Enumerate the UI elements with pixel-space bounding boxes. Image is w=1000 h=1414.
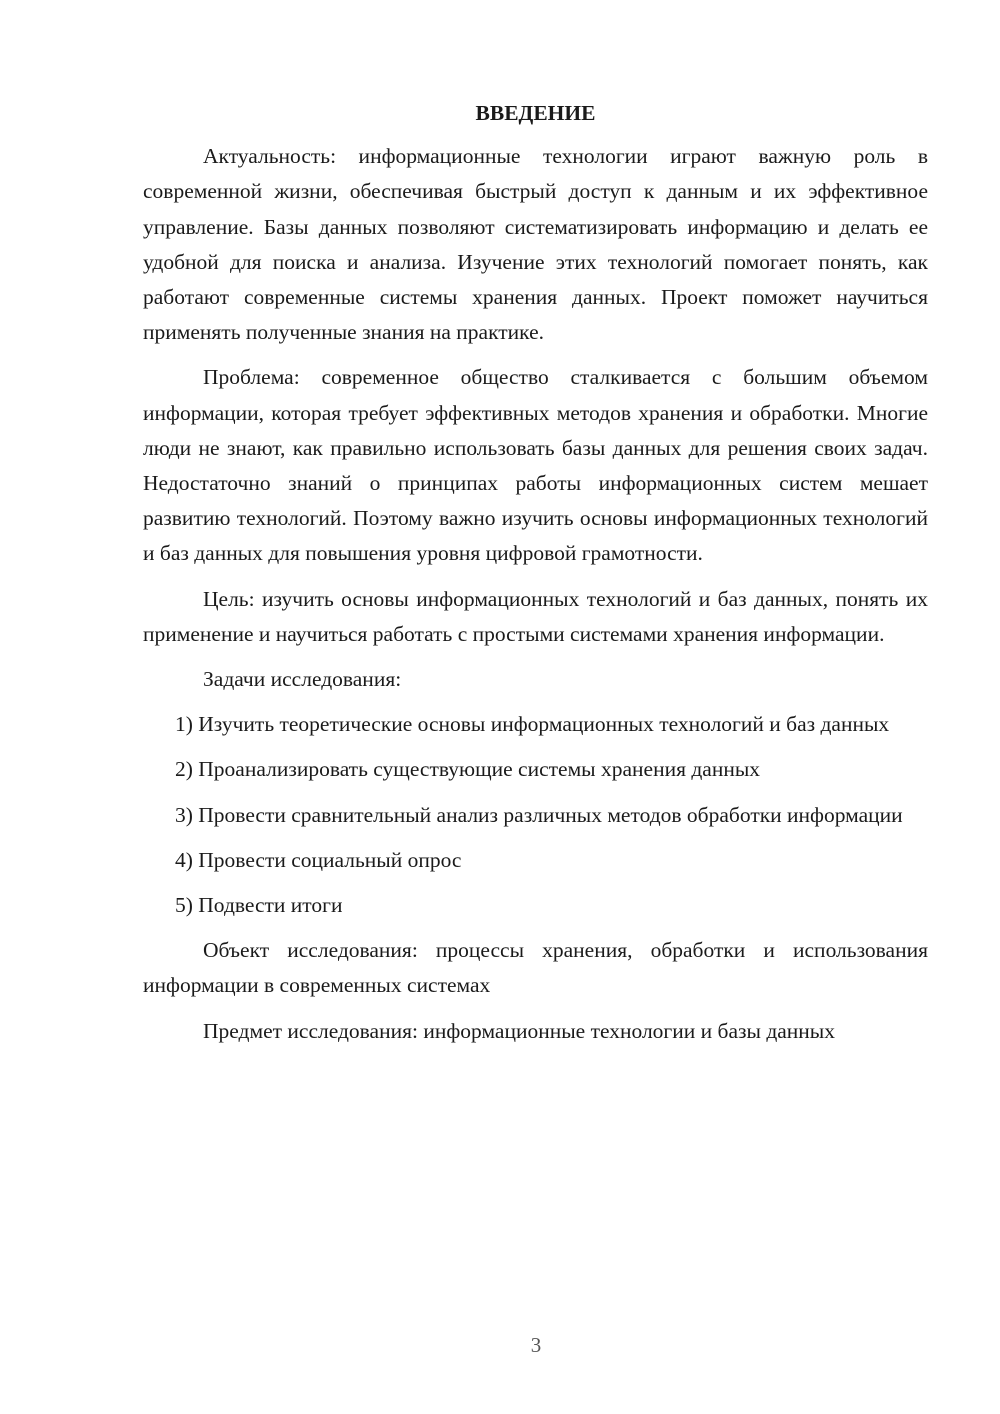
paragraph-object: Объект исследования: процессы хранения, обработки и использования информации в современных системах bbox=[143, 938, 928, 998]
task-item-5: 5) Подвести итоги bbox=[175, 893, 343, 918]
paragraph-problem: Проблема: современное общество сталкивается с большим объемом информации, которая требует эффективных методов хранения и обработки. Многие люди не знают, как правильно использовать базы данных для решения своих задач. Недостаточно знаний о принципах работы информационных систем мешает развитию технологий. Поэтому важно изучить основы информационных технологий и баз данных для повышения уровня цифровой грамотности. bbox=[143, 365, 928, 566]
tasks-heading: Задачи исследования: bbox=[203, 667, 402, 692]
paragraph-subject: Предмет исследования: информационные технологии и базы данных bbox=[203, 1018, 836, 1043]
task-item-3: 3) Провести сравнительный анализ различных методов обработки информации bbox=[175, 802, 903, 827]
task-item-1: 1) Изучить теоретические основы информационных технологий и баз данных bbox=[175, 712, 890, 737]
task-item-4: 4) Провести социальный опрос bbox=[175, 847, 462, 872]
paragraph-relevance: Актуальность: информационные технологии играют важную роль в современной жизни, обеспечивая быстрый доступ к данным и их эффективное управление. Базы данных позволяют систематизировать информацию и делать ее удобной для поиска и анализа. Изучение этих технологий помогает понять, как работают современные системы хранения данных. Проект поможет научиться применять полученные знания на практике. bbox=[143, 144, 928, 345]
page-title: ВВЕДЕНИЕ bbox=[475, 101, 596, 125]
page-number: 3 bbox=[530, 1333, 542, 1357]
document-body bbox=[143, 96, 928, 1059]
paragraph-goal: Цель: изучить основы информационных технологий и баз данных, понять их применение и научиться работать с простыми системами хранения информации. bbox=[143, 586, 928, 646]
task-item-2: 2) Проанализировать существующие системы хранения данных bbox=[175, 757, 761, 782]
